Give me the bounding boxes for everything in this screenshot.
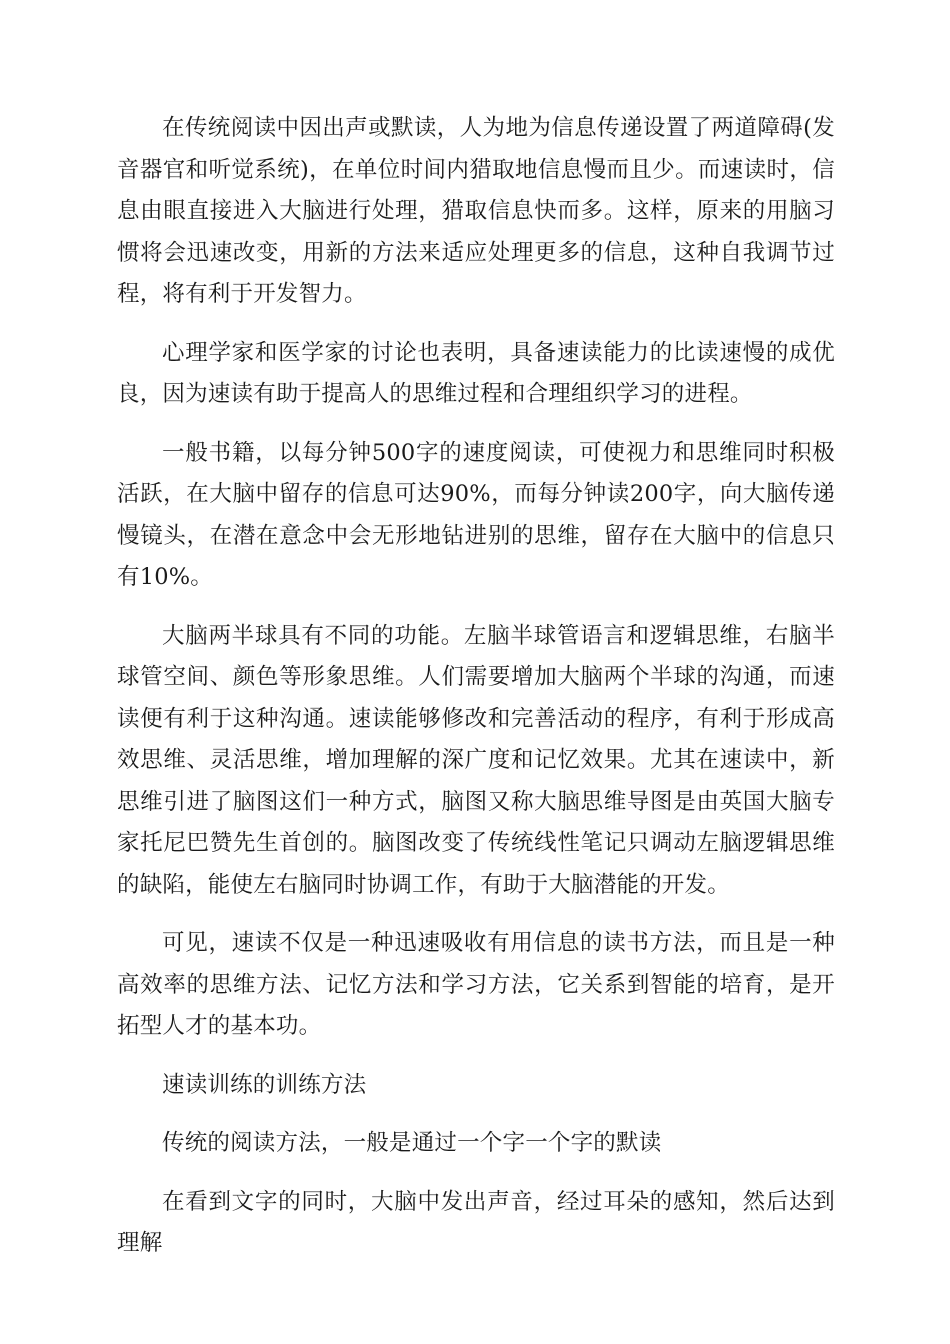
paragraph-reading-speed-retention: 一般书籍，以每分钟500字的速度阅读，可使视力和思维同时积极活跃，在大脑中留存的信息可达90%，而每分钟读200字，向大脑传递慢镜头，在潜在意念中会无形地钻进别的思维，留存在大脑中的信息只有10%。 <box>117 439 835 590</box>
paragraph-brain-hemispheres: 大脑两半球具有不同的功能。左脑半球管语言和逻辑思维，右脑半球管空间、颜色等形象思维。人们需要增加大脑两个半球的沟通，而速读便有利于这种沟通。速读能够修改和完善活动的程序，有利于形成高效思维、灵活思维，增加理解的深广度和记忆效果。尤其在速读中，新思维引进了脑图这们一种方式，脑图又称大脑思维导图是由英国大脑专家托尼巴赞先生首创的。脑图改变了传统线性笔记只调动左脑逻辑思维的缺陷，能使左右脑同时协调工作，有助于大脑潜能的开发。 <box>117 622 835 898</box>
paragraph-psychology-study: 心理学家和医学家的讨论也表明，具备速读能力的比读速慢的成优良，因为速读有助于提高人的思维过程和合理组织学习的进程。 <box>117 339 835 407</box>
section-heading-training-methods: 速读训练的训练方法 <box>162 1071 367 1098</box>
paragraph-conclusion: 可见，速读不仅是一种迅速吸收有用信息的读书方法，而且是一种高效率的思维方法、记忆方法和学习方法，它关系到智能的培育，是开拓型人才的基本功。 <box>117 930 835 1039</box>
paragraph-traditional-method: 传统的阅读方法，一般是通过一个字一个字的默读 <box>162 1130 662 1156</box>
paragraph-reading-barriers: 在传统阅读中因出声或默读，人为地为信息传递设置了两道障碍(发音器官和听觉系统)，在单位时间内猎取地信息慢而且少。而速读时，信息由眼直接进入大脑进行处理，猎取信息快而多。这样，原来的用脑习惯将会迅速改变，用新的方法来适应处理更多的信息，这种自我调节过程，将有利于开发智力。 <box>117 115 835 307</box>
paragraph-perception-process: 在看到文字的同时，大脑中发出声音，经过耳朵的感知，然后达到理解 <box>117 1188 835 1256</box>
document-body <box>117 108 835 1282</box>
